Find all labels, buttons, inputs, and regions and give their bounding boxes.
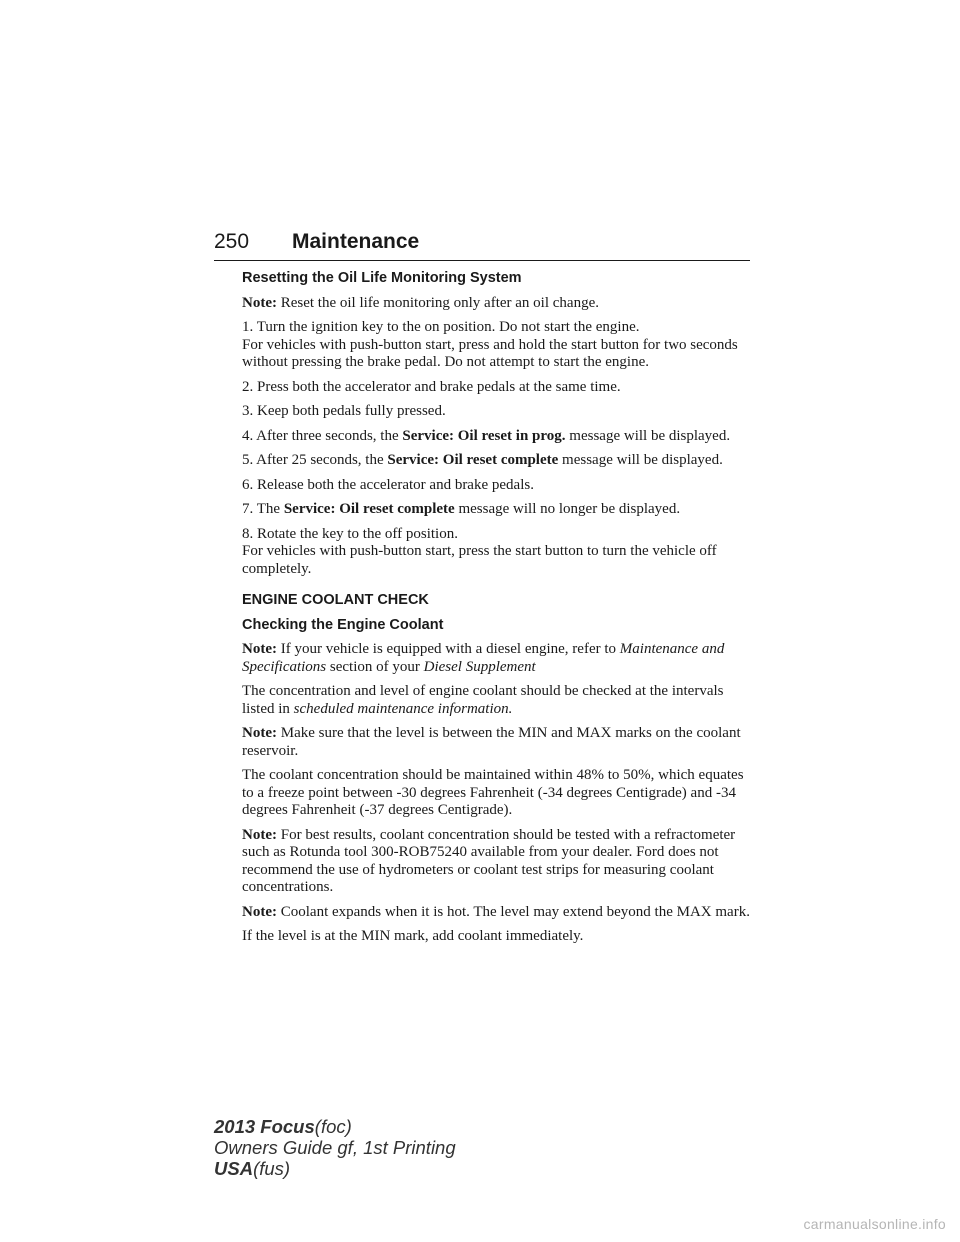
footer-model: 2013 Focus [214,1116,315,1137]
note-3-text: For best results, coolant concentration should be tested with a refractometer such as Rotunda tool 300-ROB75240 available from your dealer. Ford does not recommend the use of hydrometers or coolant test strips for measuring coolant concentrations. [242,826,736,895]
section-title: Maintenance [292,230,420,253]
para-1-text: The concentration and level of engine coolant should be checked at the intervals listed in [242,683,724,717]
coolant-note-4 [242,904,752,922]
step-1 [242,319,752,372]
para-1-reference: scheduled maintenance information. [293,700,513,717]
note-label: Note: [242,641,277,657]
step-4-post: message will be displayed. [565,427,731,444]
coolant-para-1 [242,683,752,718]
step-1-text: 1. Turn the ignition key to the on position. Do not start the engine. [242,319,640,335]
footer-line-1 [214,1116,456,1137]
coolant-major-heading: ENGINE COOLANT CHECK [242,592,429,608]
step-4-message: Service: Oil reset in prog. [402,427,566,444]
note-label: Note: [242,903,277,920]
footer-line-3 [214,1158,456,1179]
footer-market-code: (fus) [253,1158,291,1179]
print-footer [214,1116,456,1179]
coolant-sub-heading: Checking the Engine Coolant [242,616,444,633]
page-number: 250 [214,230,250,253]
note-1-pre: If your vehicle is equipped with a diesel engine, refer to [280,641,620,657]
footer-market: USA [214,1158,254,1179]
note-label: Note: [242,826,277,843]
step-2: 2. Press both the accelerator and brake pedals at the same time. [242,378,621,395]
footer-line-2: Owners Guide gf, 1st Printing [214,1137,456,1158]
oil-reset-heading: Resetting the Oil Life Monitoring System [242,270,522,286]
page-content [242,270,752,953]
coolant-para-3: If the level is at the MIN mark, add coolant immediately. [242,928,584,944]
step-7-message: Service: Oil reset complete [283,501,455,517]
step-5-message: Service: Oil reset complete [387,452,559,468]
step-8-text: 8. Rotate the key to the off position. [242,525,458,542]
note-label: Note: [242,725,277,741]
step-8 [242,526,752,579]
step-7-post: message will no longer be displayed. [454,501,681,517]
footer-model-code: (foc) [314,1116,352,1137]
site-watermark: carmanualsonline.info [803,1216,946,1232]
coolant-note-1 [242,641,752,676]
note-1-supplement: Diesel Supplement [423,658,536,675]
note-2-text: Make sure that the level is between the MIN and MAX marks on the coolant reservoir. [242,725,741,759]
step-7 [242,501,752,519]
note-label: Note: [242,294,277,311]
step-3: 3. Keep both pedals fully pressed. [242,403,446,419]
step-4-pre: 4. After three seconds, the [242,427,403,444]
note-1-mid: section of your [326,658,424,675]
note-1-reference: Maintenance and Specifications [242,641,725,675]
step-7-pre: 7. The [242,501,284,517]
note-text: Reset the oil life monitoring only after an oil change. [280,294,599,311]
step-5 [242,452,752,470]
coolant-note-3 [242,827,752,897]
step-5-post: message will be displayed. [558,452,723,468]
step-5-pre: 5. After 25 seconds, the [242,452,388,468]
step-4 [242,428,752,446]
step-1-pushbutton-text: For vehicles with push-button start, press and hold the start button for two seconds without pressing the brake pedal. Do not attempt to start the engine. [242,336,738,370]
step-6: 6. Release both the accelerator and brake pedals. [242,476,534,493]
coolant-para-2: The coolant concentration should be maintained within 48% to 50%, which equates to a freeze point between -30 degrees Fahrenheit (-34 degrees Centigrade) and -34 degrees Fahrenheit (-37 degrees Centigrade). [242,767,744,818]
page-header [214,228,750,261]
note-4-text: Coolant expands when it is hot. The level may extend beyond the MAX mark. [280,903,750,920]
oil-reset-note [242,295,752,313]
step-8-pushbutton-text: For vehicles with push-button start, press the start button to turn the vehicle off completely. [242,543,717,577]
coolant-note-2 [242,725,752,760]
